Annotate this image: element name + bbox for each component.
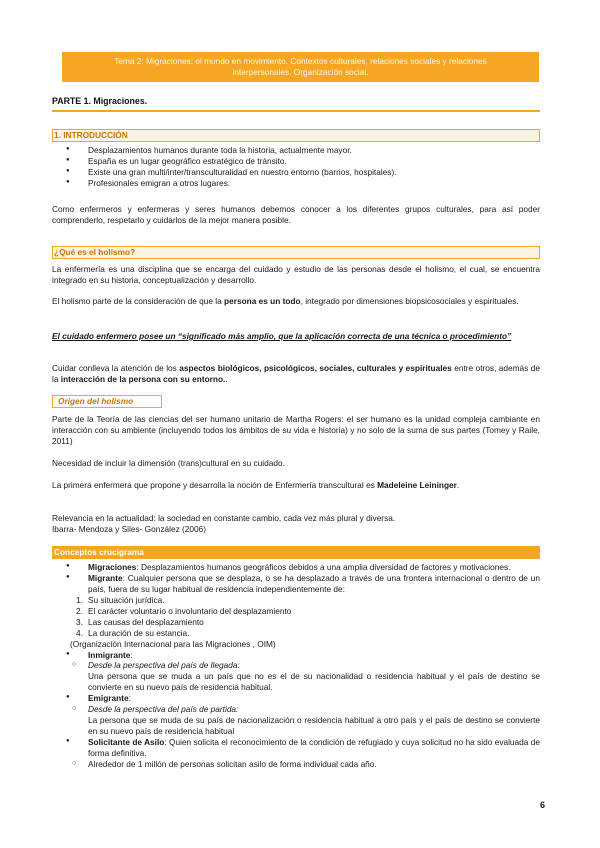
text-line: Ibarra- Mendoza y Siles- González (2006) — [52, 523, 207, 534]
text-run: , integrado por dimensiones biopsicosociales y espirituales. — [300, 296, 519, 306]
text-run-bold: aspectos biológicos, psicológicos, sociales, culturales y espirituales — [179, 363, 452, 373]
migrante-numbered-list — [52, 595, 540, 639]
emigrante-definition: La persona que se muda de su país de nacionalización o residencia habitual a otro país y el país de destino se convierte en su nuevo país de residencia habitual — [88, 715, 540, 737]
concept-definition: : Desplazamientos humanos geográficos debidos a una amplia diversidad de factores y motivaciones. — [136, 562, 511, 572]
banner-line-2: interpersonales. Organización social. — [232, 67, 369, 77]
oim-note: (Organización Internacional para las Migraciones , OIM) — [70, 638, 276, 649]
origen-paragraph-1: Parte de la Teoría de las ciencias del ser humano unitario de Martha Rogers: el ser humano es la unidad compleja cambiante en interacción con su ambiente (incluyendo todos los ámbitos de su vida e historia) y no solo de la suma de sus partes (Tomey y Raile, 2011) — [52, 414, 540, 446]
inmigrante-perspective: ○ Desde la perspectiva del país de llegada: — [52, 660, 540, 671]
list-item: ● España es un lugar geográfico estratégico de tránsito. — [52, 156, 540, 167]
list-item — [52, 617, 540, 628]
concept-term: Emigrante — [88, 693, 129, 704]
list-text: Su situación jurídica. — [88, 594, 165, 605]
text-run: Cuidar conlleva la atención de los — [52, 363, 180, 373]
intro-bullet-list — [52, 145, 540, 189]
text-run: entre otros, además de la — [52, 363, 541, 384]
list-item: ● Profesionales emigran a otros lugares. — [52, 178, 540, 189]
concept-term: Migraciones — [88, 562, 137, 572]
asilo-subpoint: ○ Alrededor de 1 millón de personas solicitan asilo de forma individual cada año. — [52, 759, 540, 770]
text-run: . — [225, 373, 228, 384]
concept-term: Migrante — [88, 572, 123, 583]
text-run: La primera enfermera que propone y desarrolla la noción de Enfermería transcultural es — [52, 480, 378, 490]
holismo-paragraph-2 — [52, 296, 540, 307]
section-conceptos-heading: Conceptos crucigrama — [52, 546, 540, 559]
chapter-banner — [62, 52, 539, 82]
list-item: ● Existe una gran multi/inter/transculturalidad en nuestro entorno (barrios, hospitales). — [52, 167, 540, 178]
intro-paragraph: Como enfermeros y enfermeras y seres humanos debemos conocer a los diferentes grupos culturales, para así poder comprenderlo, respetarlo y cuidarlos de la mejor manera posible. — [52, 204, 540, 225]
list-number: 2. — [76, 605, 83, 616]
concept-colon: : — [130, 649, 133, 660]
section-intro-heading: 1. INTRODUCCIÓN — [52, 129, 540, 142]
banner-line-1: Tema 2: Migraciones: el mundo en movimiento. Contextos culturales, relaciones sociales y relaciones — [114, 56, 487, 66]
origen-paragraph-2: Necesidad de incluir la dimensión (trans)cultural en su cuidado. — [52, 458, 285, 468]
concept-inmigrante — [52, 650, 540, 661]
concept-emigrante — [52, 693, 540, 704]
text-run: El holismo parte de la consideración de que la — [52, 296, 225, 306]
holismo-paragraph-1: La enfermería es una disciplina que se encarga del cuidado y estudio de las personas desde el holismo, el cual, se encuentra integrado en su historia, conceptualización y desarrollo. — [52, 264, 540, 285]
list-text: La duración de su estancia. — [88, 627, 190, 638]
part-title: PARTE 1. Migraciones. — [52, 96, 540, 112]
concepts-list — [52, 562, 540, 770]
list-text: El carácter voluntario o involuntario del desplazamiento — [88, 605, 292, 616]
concept-definition: : Cualquier persona que se desplaza, o se ha desplazado a través de una frontera internacional o dentro de un país, fuera de su lugar habitual de residencia independientemente de: — [88, 572, 540, 594]
holismo-paragraph-3 — [52, 363, 540, 385]
text-run-bold: persona es un todo — [224, 296, 301, 306]
text-line: Relevancia en la actualidad: la sociedad en constante cambio, cada vez más plural y diversa. — [52, 513, 396, 523]
section-holismo-heading: ¿Qué es el holismo? — [52, 246, 540, 259]
concept-definition: : Quien solicita el reconocimiento de la condición de refugiado y cuya solicitud no ha sido evaluada de forma definitiva. — [88, 737, 540, 758]
concept-migraciones — [52, 562, 540, 573]
list-item — [52, 606, 540, 617]
text-run: . — [456, 480, 460, 490]
list-item — [52, 595, 540, 606]
list-number: 4. — [76, 627, 83, 638]
list-item — [52, 628, 540, 639]
concept-colon: : — [128, 693, 131, 704]
concept-solicitante-asilo — [52, 737, 540, 759]
subsection-origen-heading: Origen del holismo — [52, 395, 162, 408]
concept-term: Inmigrante — [88, 649, 131, 660]
origen-paragraph-4 — [52, 513, 540, 535]
emigrante-perspective: ○ Desde la perspectiva del país de partida: — [52, 704, 540, 715]
concept-term: Solicitante de Asilo — [88, 737, 165, 747]
origen-paragraph-3 — [52, 480, 540, 491]
text-run-bold: Madeleine Leininger — [377, 480, 457, 490]
list-item: ● Desplazamientos humanos durante toda la historia, actualmente mayor. — [52, 145, 540, 156]
holismo-quote: El cuidado enfermero posee un “significado más amplio, que la aplicación correcta de una técnica o procedimiento” — [52, 331, 512, 341]
inmigrante-definition: Una persona que se muda a un país que no es el de su nacionalidad o residencia habitual y el país de destino se convierte en su nuevo país de residencia habitual. — [88, 671, 540, 693]
concept-migrante — [52, 573, 540, 595]
list-text: Las causas del desplazamiento — [88, 616, 204, 627]
text-run-bold: interacción de la persona con su entorno. — [60, 373, 226, 384]
list-number: 1. — [76, 594, 83, 605]
list-number: 3. — [76, 616, 83, 627]
page-number: 6 — [540, 800, 546, 810]
